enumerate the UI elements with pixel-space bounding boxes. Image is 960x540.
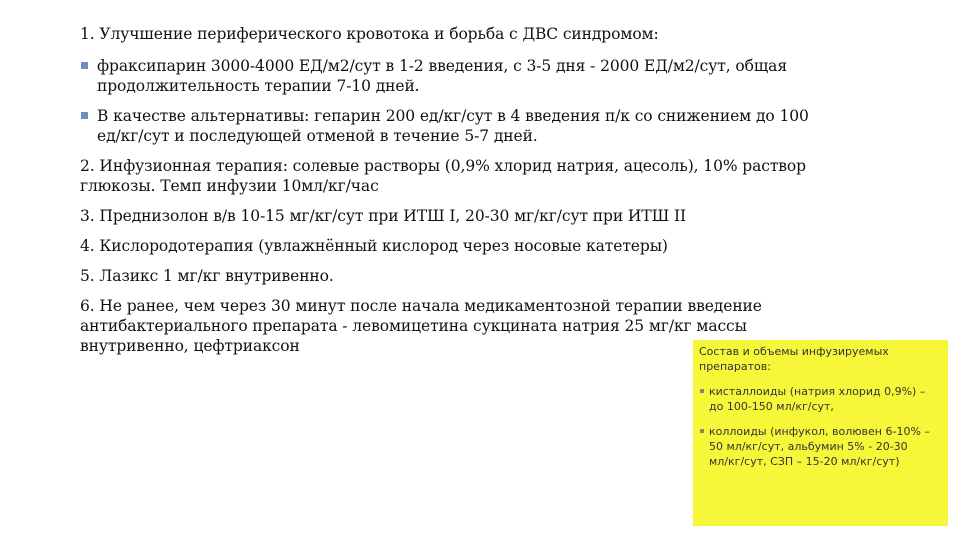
square-bullet-icon bbox=[700, 389, 704, 393]
note-item-line: коллоиды (инфукол, волювен 6-10% – bbox=[709, 425, 930, 438]
bullet-text-line: продолжительность терапии 7-10 дней. bbox=[97, 77, 420, 95]
bullet-item-heparin bbox=[80, 106, 840, 146]
item-text-line: 4. Кислородотерапия (увлажнённый кислород через носовые катетеры) bbox=[80, 237, 668, 255]
list-item-oxygen bbox=[80, 236, 840, 256]
square-bullet-icon bbox=[81, 62, 88, 69]
square-bullet-icon bbox=[81, 112, 88, 119]
note-item-line: кисталлоиды (натрия хлорид 0,9%) – bbox=[709, 385, 926, 398]
slide-content bbox=[80, 24, 840, 366]
infusion-note-box bbox=[693, 340, 948, 526]
note-title-line: препаратов: bbox=[699, 360, 771, 373]
note-title-line: Состав и объемы инфузируемых bbox=[699, 345, 889, 358]
note-item-line: мл/кг/сут, СЗП – 15-20 мл/кг/сут) bbox=[709, 455, 900, 468]
item-text-line: 5. Лазикс 1 мг/кг внутривенно. bbox=[80, 267, 334, 285]
list-item-lasix bbox=[80, 266, 840, 286]
note-item-line: 50 мл/кг/сут, альбумин 5% - 20-30 bbox=[709, 440, 908, 453]
item-text-line: глюкозы. Темп инфузии 10мл/кг/час bbox=[80, 177, 379, 195]
list-item-prednisolone bbox=[80, 206, 840, 226]
item-text-line: внутривенно, цефтриаксон bbox=[80, 337, 300, 355]
square-bullet-icon bbox=[700, 429, 704, 433]
note-item-crystalloids bbox=[699, 384, 942, 414]
bullet-text-line: фраксипарин 3000-4000 ЕД/м2/сут в 1-2 введения, с 3-5 дня - 2000 ЕД/м2/сут, общая bbox=[97, 57, 788, 75]
note-title bbox=[699, 344, 942, 374]
note-item-line: до 100-150 мл/кг/сут, bbox=[709, 400, 834, 413]
section-heading: 1. Улучшение периферического кровотока и борьба с ДВС синдромом: bbox=[80, 25, 659, 43]
item-text-line: 6. Не ранее, чем через 30 минут после начала медикаментозной терапии введение bbox=[80, 297, 762, 315]
item-text-line: 3. Преднизолон в/в 10-15 мг/кг/сут при ИТШ I, 20-30 мг/кг/сут при ИТШ II bbox=[80, 207, 687, 225]
item-text-line: 2. Инфузионная терапия: солевые растворы (0,9% хлорид натрия, ацесоль), 10% раствор bbox=[80, 157, 806, 175]
bullet-item-fraxiparin bbox=[80, 56, 840, 96]
bullet-text-line: ед/кг/сут и последующей отменой в течение 5-7 дней. bbox=[97, 127, 538, 145]
note-item-colloids bbox=[699, 424, 942, 469]
bullet-text-line: В качестве альтернативы: гепарин 200 ед/кг/сут в 4 введения п/к со снижением до 100 bbox=[97, 107, 809, 125]
list-item-infusion bbox=[80, 156, 840, 196]
item-text-line: антибактериального препарата - левомицетина сукцината натрия 25 мг/кг массы bbox=[80, 317, 747, 335]
